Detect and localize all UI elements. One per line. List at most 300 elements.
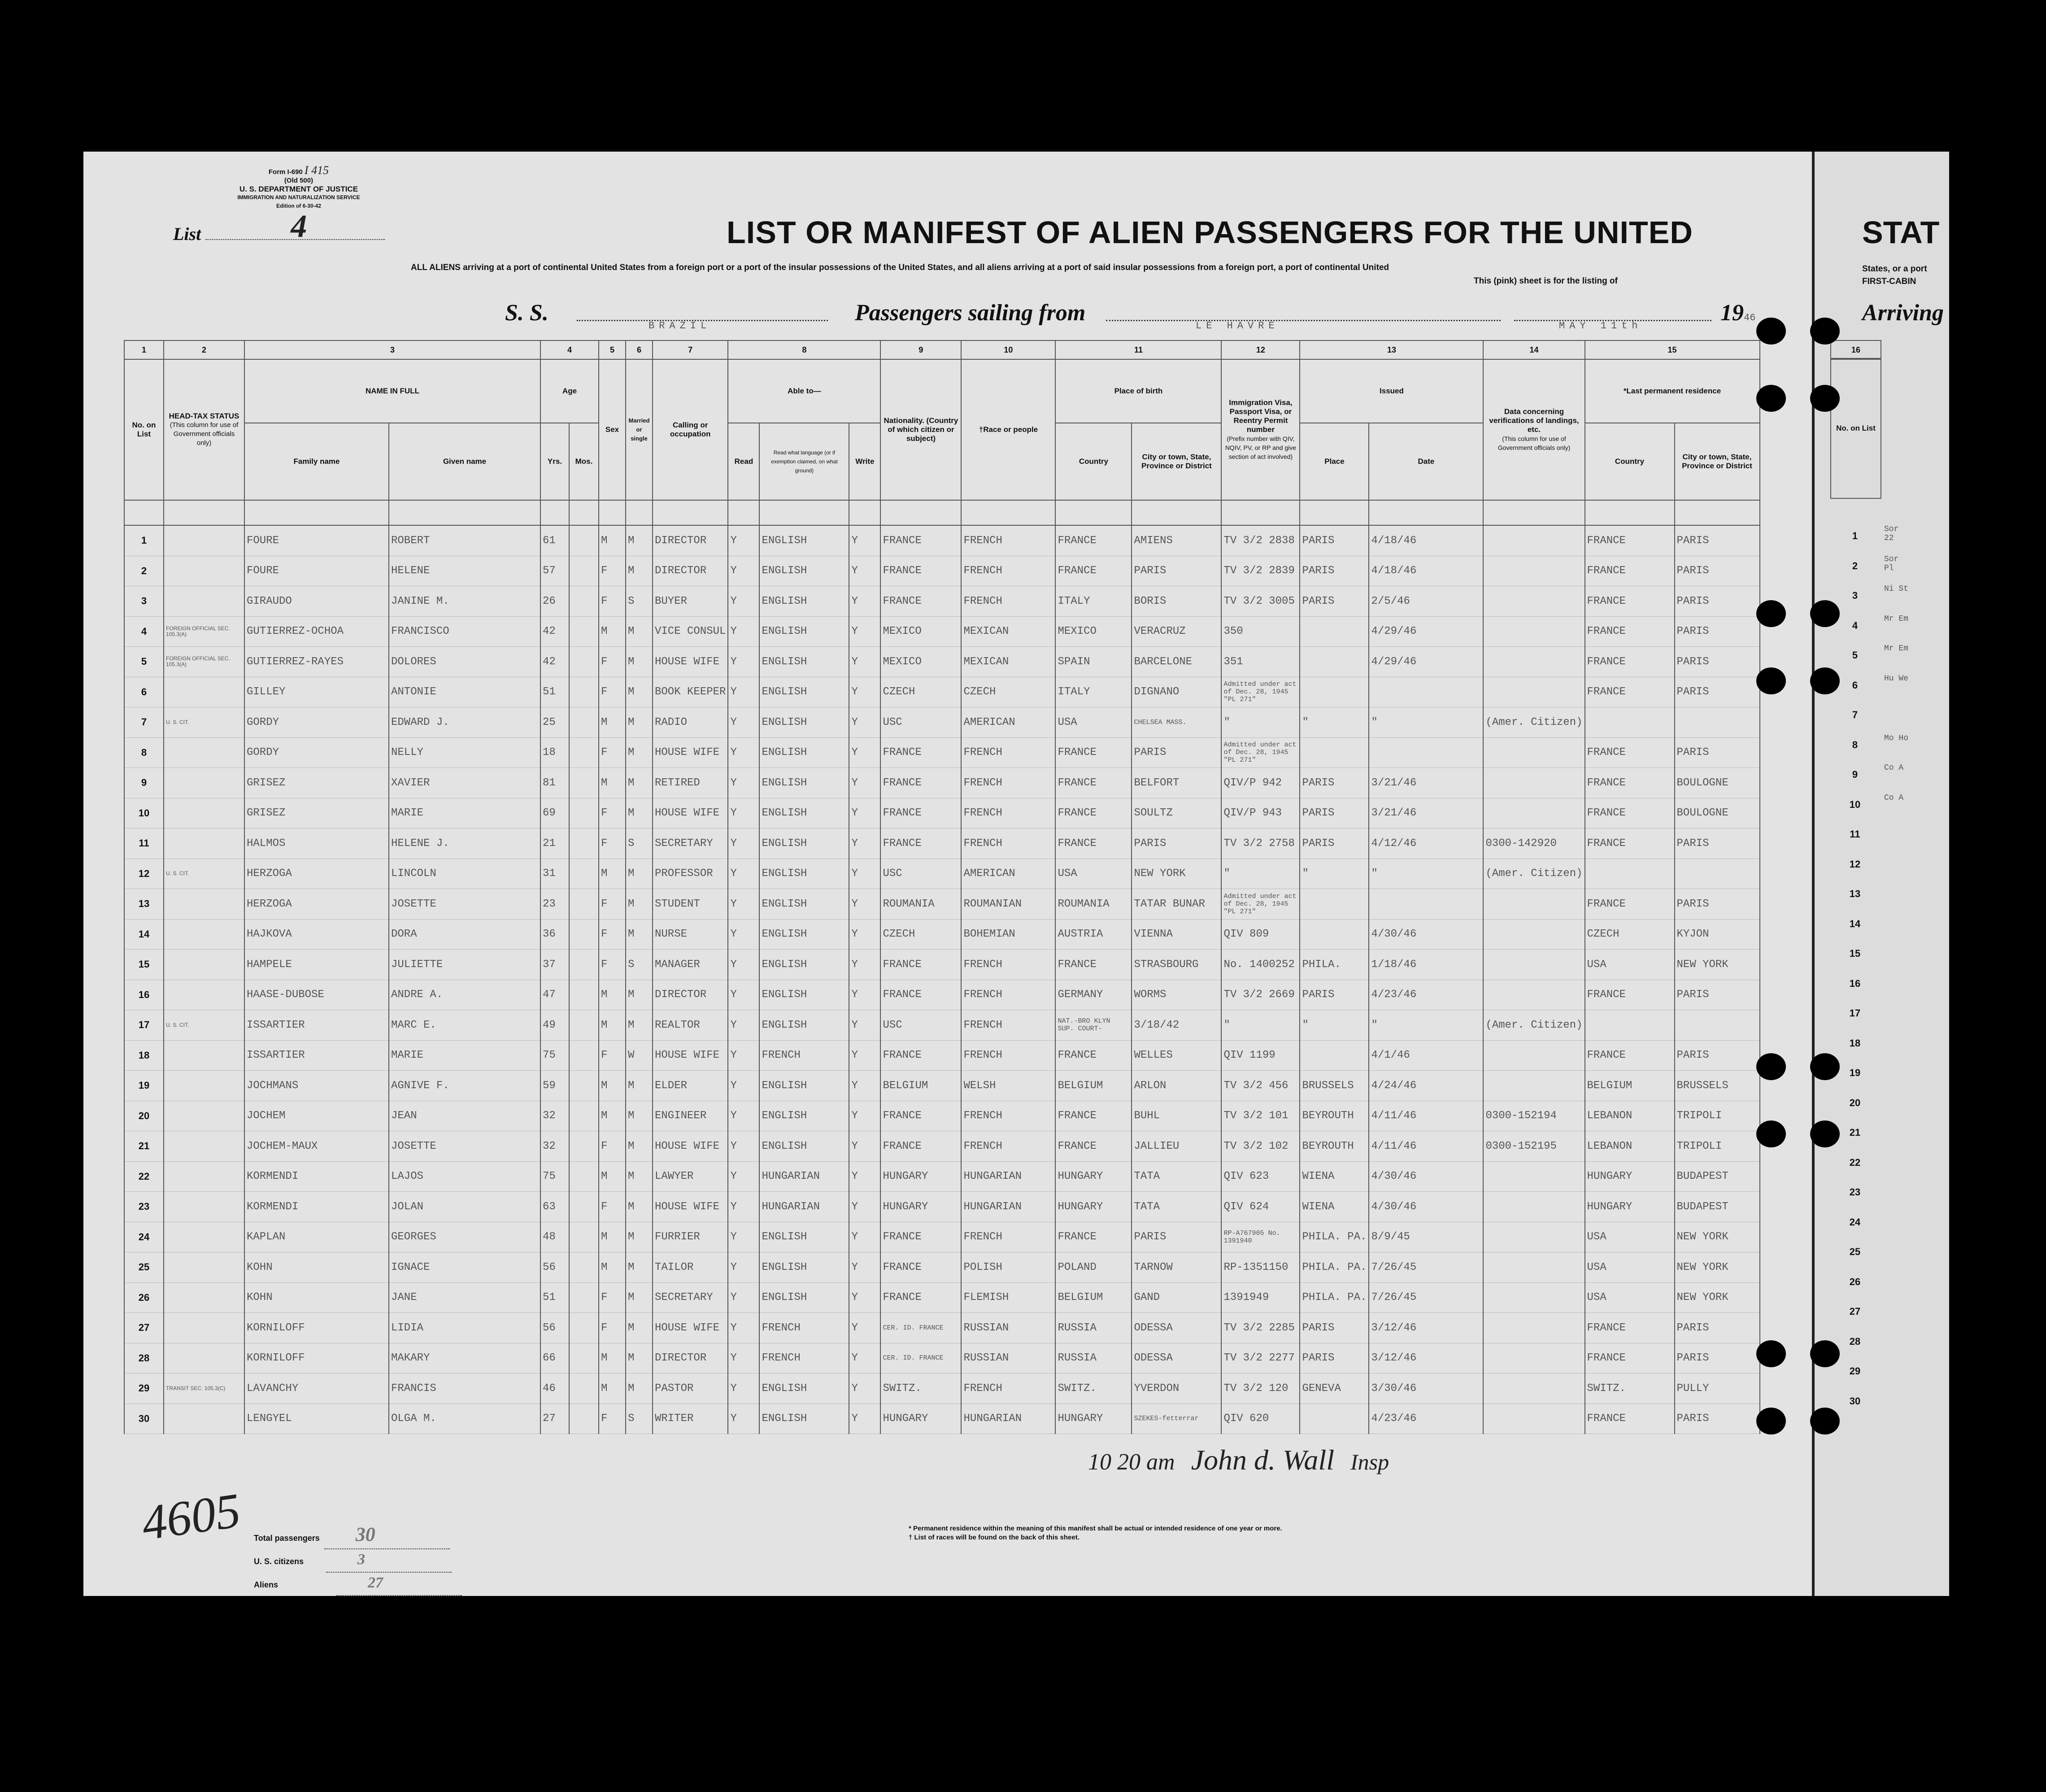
cell-can-read: Y [728,1040,759,1071]
cell-family-name: GUTIERREZ-OCHOA [244,616,389,647]
cell-given-name: DORA [389,919,540,950]
cell-no: 21 [124,1131,164,1162]
cell-no: 4 [124,616,164,647]
arrival-time: 10 20 am [1088,1449,1175,1475]
totals-block [254,1524,462,1596]
column-number: 8 [728,340,880,359]
cell-residence-country: FRANCE [1585,1343,1675,1373]
header-data-landings-title: Data concerning verifications of landings, etc. [1489,407,1579,434]
cell-sex: F [599,1131,626,1162]
cell-family-name: JOCHEM [244,1101,389,1131]
right-list-number: 19 [1849,1067,1861,1078]
form-edition: Edition of 6-30-42 [276,203,321,209]
punch-hole [1756,1053,1786,1080]
header-read-language: Read what language (or if exemption claimed, on what ground) [759,423,849,500]
cell-sex: M [599,1373,626,1404]
cell-landing-data: (Amer. Citizen) [1483,707,1585,738]
cell-issue-date: " [1369,707,1483,738]
cell-language: ENGLISH [759,737,849,768]
cell-marital-status: M [626,889,653,920]
cell-can-write: Y [849,586,880,617]
cell-race: FLEMISH [961,1282,1055,1313]
cell-sex: M [599,1071,626,1101]
cell-head-tax: FOREIGN OFFICIAL SEC. 105.3(A) [164,647,244,677]
cell-marital-status: M [626,1282,653,1313]
cell-age-yrs: 69 [540,798,569,828]
cell-marital-status: M [626,647,653,677]
cell-issue-date: 4/11/46 [1369,1131,1483,1162]
cell-occupation: TAILOR [653,1252,728,1283]
cell-birth-city: BARCELONE [1132,647,1221,677]
footnote-races: † List of races will be found on the back of this sheet. [909,1534,1080,1541]
cell-residence-city: BUDAPEST [1675,1192,1760,1222]
cell-given-name: NELLY [389,737,540,768]
cell-can-read: Y [728,1131,759,1162]
cell-age-yrs: 47 [540,980,569,1010]
right-list-number: 25 [1849,1246,1861,1257]
cell-can-read: Y [728,677,759,707]
cell-can-write: Y [849,768,880,798]
cell-family-name: KORNILOFF [244,1313,389,1343]
cell-birth-country: NAT.-BRO KLYN SUP. COURT- [1055,1010,1132,1041]
cell-nationality: FRANCE [880,1222,961,1252]
right-residence-fragment: Co A [1884,763,1904,772]
column-number: 7 [653,340,728,359]
cell-visa-number: Admitted under act of Dec. 28, 1945 "PL 271" [1221,889,1300,920]
cell-race: AMERICAN [961,707,1055,738]
cell-race: FRENCH [961,1373,1055,1404]
passenger-row [124,798,1760,828]
right-residence-fragment: Mr Em [1884,614,1909,623]
cell-residence-country: FRANCE [1585,889,1675,920]
cell-residence-city: PARIS [1675,556,1760,586]
cell-issue-date: 4/29/46 [1369,616,1483,647]
cell-nationality: FRANCE [880,586,961,617]
punch-hole [1810,667,1840,694]
cell-residence-country: FRANCE [1585,798,1675,828]
cell-no: 27 [124,1313,164,1343]
cell-marital-status: M [626,707,653,738]
passenger-row [124,1010,1760,1041]
cell-landing-data [1483,1161,1585,1192]
cell-age-mos [569,919,599,950]
cell-language: ENGLISH [759,889,849,920]
cell-language: ENGLISH [759,586,849,617]
cell-occupation: DIRECTOR [653,525,728,556]
cell-residence-city: BUDAPEST [1675,1161,1760,1192]
cell-family-name: HERZOGA [244,889,389,920]
right-instructions-line: FIRST-CABIN [1862,277,1916,286]
cell-can-read: Y [728,1071,759,1101]
cell-head-tax [164,586,244,617]
cell-nationality: FRANCE [880,1252,961,1283]
cell-no: 24 [124,1222,164,1252]
cell-age-mos [569,586,599,617]
pink-sheet-note: This (pink) sheet is for the listing of [1474,276,1618,286]
cell-no: 1 [124,525,164,556]
cell-birth-country: FRANCE [1055,525,1132,556]
cell-marital-status: M [626,859,653,889]
cell-can-write: Y [849,1192,880,1222]
cell-occupation: SECRETARY [653,1282,728,1313]
cell-residence-city: PULLY [1675,1373,1760,1404]
cell-no: 3 [124,586,164,617]
header-head-tax-title: HEAD-TAX STATUS [169,412,239,420]
cell-head-tax: U. S. CIT. [164,1010,244,1041]
cell-family-name: KORMENDI [244,1192,389,1222]
cell-residence-city: PARIS [1675,737,1760,768]
header-data-landings-note: (This column for use of Government officials only) [1497,435,1571,451]
cell-residence-country [1585,859,1675,889]
cell-visa-number: No. 1400252 [1221,950,1300,980]
cell-no: 23 [124,1192,164,1222]
cell-issue-place: PARIS [1300,828,1369,859]
right-strip-list [1830,340,1949,1551]
cell-marital-status: S [626,1404,653,1434]
total-passengers-label: Total passengers [254,1534,320,1543]
header-res-country: Country [1585,423,1675,500]
manifest-sheet [83,152,1949,1596]
spacer-row [124,500,1760,525]
cell-residence-city: NEW YORK [1675,1222,1760,1252]
cell-family-name: GILLEY [244,677,389,707]
cell-nationality: FRANCE [880,798,961,828]
cell-age-yrs: 36 [540,919,569,950]
punch-hole [1756,1408,1786,1434]
cell-age-mos [569,1192,599,1222]
cell-can-read: Y [728,647,759,677]
cell-age-mos [569,1373,599,1404]
right-residence-fragment: Mr Em [1884,644,1909,653]
cell-can-read: Y [728,1313,759,1343]
header-write: Write [849,423,880,500]
cell-residence-country: FRANCE [1585,525,1675,556]
cell-can-write: Y [849,859,880,889]
cell-sex: M [599,1010,626,1041]
form-identifier [151,166,447,210]
aliens-label: Aliens [254,1580,279,1589]
cell-given-name: JULIETTE [389,950,540,980]
cell-given-name: ANDRE A. [389,980,540,1010]
cell-birth-country: ITALY [1055,586,1132,617]
passenger-row [124,616,1760,647]
service-name: IMMIGRATION AND NATURALIZATION SERVICE [237,194,360,201]
cell-race: FRENCH [961,586,1055,617]
cell-no: 10 [124,798,164,828]
cell-issue-place: " [1300,859,1369,889]
cell-age-yrs: 23 [540,889,569,920]
cell-issue-place: " [1300,707,1369,738]
cell-landing-data: (Amer. Citizen) [1483,859,1585,889]
punch-hole [1810,385,1840,412]
right-list-number: 21 [1849,1127,1861,1138]
passenger-row [124,1071,1760,1101]
right-list-number: 26 [1849,1276,1861,1287]
cell-can-read: Y [728,828,759,859]
cell-visa-number: TV 3/2 120 [1221,1373,1300,1404]
cell-birth-country: FRANCE [1055,828,1132,859]
cell-residence-country: FRANCE [1585,647,1675,677]
cell-residence-city: PARIS [1675,1040,1760,1071]
cell-race: WELSH [961,1071,1055,1101]
cell-issue-place [1300,1404,1369,1434]
cell-age-yrs: 51 [540,677,569,707]
cell-family-name: JOCHMANS [244,1071,389,1101]
header-given-name: Given name [389,423,540,500]
cell-birth-city: NEW YORK [1132,859,1221,889]
cell-issue-place: PHILA. PA. [1300,1252,1369,1283]
cell-birth-city: PARIS [1132,556,1221,586]
cell-marital-status: M [626,980,653,1010]
cell-visa-number: 351 [1221,647,1300,677]
cell-birth-country: FRANCE [1055,768,1132,798]
cell-visa-number: QIV 623 [1221,1161,1300,1192]
cell-occupation: PROFESSOR [653,859,728,889]
cell-head-tax: FOREIGN OFFICIAL SEC. 105.3(A) [164,616,244,647]
cell-age-mos [569,828,599,859]
cell-birth-city: TATAR BUNAR [1132,889,1221,920]
cell-visa-number: TV 3/2 2285 [1221,1313,1300,1343]
punch-hole [1756,600,1786,627]
cell-given-name: JOSETTE [389,889,540,920]
passenger-row [124,707,1760,738]
column-number: 1 [124,340,164,359]
column-number: 2 [164,340,244,359]
signature-name: John d. Wall [1191,1444,1334,1476]
cell-language: ENGLISH [759,919,849,950]
cell-can-write: Y [849,1373,880,1404]
cell-occupation: SECRETARY [653,828,728,859]
cell-can-read: Y [728,586,759,617]
cell-age-yrs: 32 [540,1101,569,1131]
column-number: 10 [961,340,1055,359]
cell-marital-status: M [626,677,653,707]
cell-landing-data [1483,586,1585,617]
cell-head-tax [164,677,244,707]
cell-issue-date: 3/21/46 [1369,768,1483,798]
cell-issue-place: PHILA. PA. [1300,1222,1369,1252]
cell-sex: F [599,647,626,677]
handwritten-stamp-number: 4605 [138,1482,244,1551]
cell-landing-data [1483,1222,1585,1252]
cell-issue-date: 4/23/46 [1369,980,1483,1010]
cell-given-name: IGNACE [389,1252,540,1283]
header-race: †Race or people [961,359,1055,500]
cell-issue-place [1300,1040,1369,1071]
cell-nationality: CER. ID. FRANCE [880,1343,961,1373]
cell-age-yrs: 61 [540,525,569,556]
cell-age-mos [569,980,599,1010]
cell-age-yrs: 75 [540,1161,569,1192]
cell-landing-data: 0300-152194 [1483,1101,1585,1131]
cell-can-read: Y [728,798,759,828]
cell-birth-country: ROUMANIA [1055,889,1132,920]
cell-residence-country: FRANCE [1585,616,1675,647]
right-list-number: 4 [1852,619,1858,631]
cell-marital-status: M [626,525,653,556]
cell-birth-city: PARIS [1132,828,1221,859]
cell-issue-date: 3/12/46 [1369,1313,1483,1343]
cell-no: 5 [124,647,164,677]
cell-marital-status: M [626,798,653,828]
cell-no: 7 [124,707,164,738]
cell-nationality: FRANCE [880,1131,961,1162]
cell-birth-country: GERMANY [1055,980,1132,1010]
passenger-row [124,1040,1760,1071]
cell-residence-city: PARIS [1675,647,1760,677]
cell-visa-number: " [1221,1010,1300,1041]
cell-marital-status: M [626,556,653,586]
cell-can-write: Y [849,919,880,950]
cell-issue-place [1300,919,1369,950]
cell-sex: F [599,1404,626,1434]
cell-can-read: Y [728,1101,759,1131]
cell-can-write: Y [849,980,880,1010]
cell-can-write: Y [849,1252,880,1283]
cell-nationality: CZECH [880,919,961,950]
cell-family-name: GIRAUDO [244,586,389,617]
cell-residence-city: PARIS [1675,889,1760,920]
cell-no: 28 [124,1343,164,1373]
cell-no: 8 [124,737,164,768]
cell-age-yrs: 66 [540,1343,569,1373]
cell-issue-date: 4/29/46 [1369,647,1483,677]
cell-can-read: Y [728,980,759,1010]
passenger-row [124,1192,1760,1222]
cell-issue-date: 4/30/46 [1369,1192,1483,1222]
column-number: 5 [599,340,626,359]
cell-residence-city: PARIS [1675,828,1760,859]
cell-visa-number: QIV/P 943 [1221,798,1300,828]
cell-visa-number: " [1221,707,1300,738]
cell-nationality: FRANCE [880,828,961,859]
passenger-row [124,647,1760,677]
punch-hole [1756,1121,1786,1147]
passenger-row [124,1404,1760,1434]
cell-age-mos [569,798,599,828]
cell-residence-city [1675,1010,1760,1041]
cell-age-yrs: 32 [540,1131,569,1162]
cell-marital-status: W [626,1040,653,1071]
cell-language: ENGLISH [759,556,849,586]
list-number: 4 [291,208,307,244]
cell-race: FRENCH [961,1040,1055,1071]
cell-given-name: MARIE [389,798,540,828]
header-yrs: Yrs. [540,423,569,500]
cell-visa-number: TV 3/2 2669 [1221,980,1300,1010]
cell-residence-city [1675,859,1760,889]
cell-nationality: MEXICO [880,616,961,647]
cell-can-read: Y [728,768,759,798]
right-residence-fragment: Sor Pl [1884,554,1899,573]
cell-head-tax [164,950,244,980]
cell-issue-date: " [1369,1010,1483,1041]
cell-language: ENGLISH [759,677,849,707]
cell-issue-place [1300,737,1369,768]
cell-issue-date: 7/26/45 [1369,1282,1483,1313]
column-number: 6 [626,340,653,359]
cell-sex: F [599,798,626,828]
punch-hole [1810,1053,1840,1080]
cell-can-read: Y [728,1373,759,1404]
right-list-number: 18 [1849,1037,1861,1049]
passenger-row [124,1252,1760,1283]
cell-race: FRENCH [961,556,1055,586]
header-visa-title: Immigration Visa, Passport Visa, or Reentry Permit number [1229,398,1293,434]
cell-age-mos [569,1282,599,1313]
cell-family-name: KORNILOFF [244,1343,389,1373]
header-visa [1221,359,1300,500]
cell-family-name: HALMOS [244,828,389,859]
cell-birth-country: FRANCE [1055,798,1132,828]
cell-visa-number: " [1221,859,1300,889]
cell-nationality: USC [880,859,961,889]
cell-can-read: Y [728,556,759,586]
punch-hole [1756,667,1786,694]
cell-can-read: Y [728,859,759,889]
cell-age-mos [569,889,599,920]
cell-language: ENGLISH [759,616,849,647]
cell-sex: M [599,525,626,556]
cell-can-write: Y [849,1161,880,1192]
cell-family-name: ISSARTIER [244,1040,389,1071]
cell-birth-country: HUNGARY [1055,1161,1132,1192]
cell-can-write: Y [849,1222,880,1252]
right-list-number: 23 [1849,1186,1861,1198]
cell-language: ENGLISH [759,1252,849,1283]
cell-language: ENGLISH [759,1282,849,1313]
cell-issue-place: BEYROUTH [1300,1131,1369,1162]
list-label: List [173,224,201,244]
cell-residence-city: TRIPOLI [1675,1101,1760,1131]
cell-family-name: KOHN [244,1252,389,1283]
cell-marital-status: M [626,737,653,768]
cell-residence-city: BOULOGNE [1675,798,1760,828]
cell-birth-country: HUNGARY [1055,1192,1132,1222]
cell-marital-status: S [626,586,653,617]
cell-sex: F [599,1313,626,1343]
cell-sex: F [599,919,626,950]
cell-given-name: JOLAN [389,1192,540,1222]
cell-landing-data [1483,889,1585,920]
passenger-row [124,1161,1760,1192]
cell-marital-status: M [626,768,653,798]
cell-race: FRENCH [961,1010,1055,1041]
cell-sex: M [599,616,626,647]
cell-age-mos [569,556,599,586]
cell-occupation: HOUSE WIFE [653,798,728,828]
cell-nationality: FRANCE [880,1282,961,1313]
cell-sex: F [599,950,626,980]
cell-no: 19 [124,1071,164,1101]
cell-residence-country: USA [1585,1252,1675,1283]
cell-language: ENGLISH [759,1404,849,1434]
cell-family-name: GRISEZ [244,798,389,828]
cell-can-write: Y [849,798,880,828]
cell-family-name: HAMPELE [244,950,389,980]
cell-nationality: ROUMANIA [880,889,961,920]
list-number-field [173,208,385,244]
cell-given-name: MAKARY [389,1343,540,1373]
cell-given-name: LINCOLN [389,859,540,889]
header-visa-note: (Prefix number with QIV, NQIV, PV, or RP and give section of act involved) [1225,435,1297,460]
cell-occupation: HOUSE WIFE [653,1192,728,1222]
cell-birth-country: FRANCE [1055,737,1132,768]
cell-age-yrs: 31 [540,859,569,889]
cell-visa-number: QIV 624 [1221,1192,1300,1222]
cell-occupation: ELDER [653,1071,728,1101]
cell-issue-date: 4/18/46 [1369,556,1483,586]
